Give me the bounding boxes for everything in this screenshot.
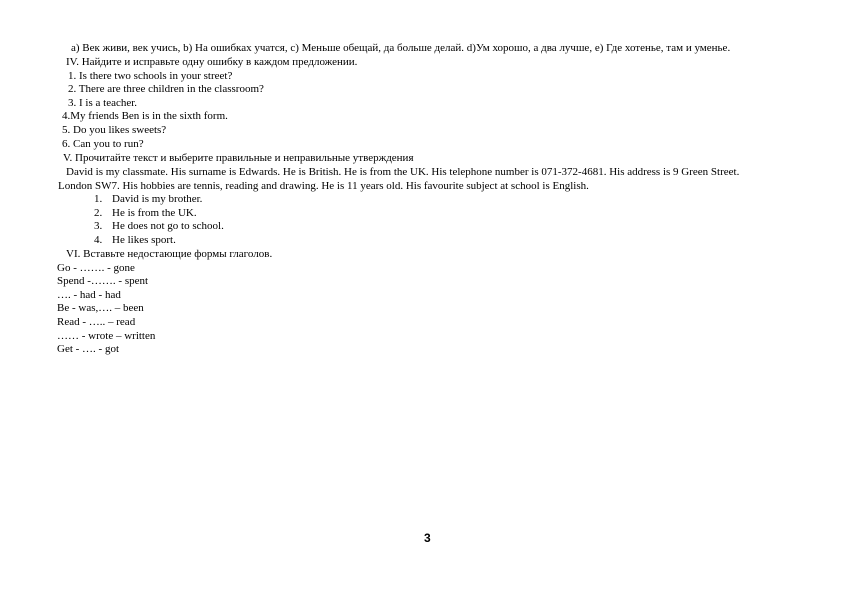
statement-text-2: He is from the UK.	[112, 207, 197, 219]
task5-heading: V. Прочитайте текст и выберите правильные и неправильные утверждения	[63, 152, 414, 164]
task4-item-4: 4.My friends Ben is in the sixth form.	[62, 110, 228, 122]
statement-number-3: 3.	[94, 220, 103, 232]
verb-row-4: Be - was,…. – been	[57, 302, 144, 314]
task4-item-5: 5. Do you likes sweets?	[62, 124, 167, 136]
statement-number-4: 4.	[94, 234, 103, 246]
task4-item-3: 3. I is a teacher.	[68, 97, 138, 109]
verb-row-5: Read - ….. – read	[57, 316, 136, 328]
task4-heading: IV. Найдите и исправьте одну ошибку в каждом предложении.	[66, 56, 358, 68]
statement-text-1: David is my brother.	[112, 193, 203, 205]
page-number: 3	[424, 531, 431, 545]
statement-text-3: He does not go to school.	[112, 220, 224, 232]
verb-row-7: Get - …. - got	[57, 343, 120, 355]
verb-row-6: …… - wrote – written	[57, 330, 156, 342]
task4-item-1: 1. Is there two schools in your street?	[68, 70, 233, 82]
statement-text-4: He likes sport.	[112, 234, 176, 246]
task6-heading: VI. Вставьте недостающие формы глаголов.	[66, 248, 273, 260]
verb-row-1: Go - ……. - gone	[57, 262, 135, 274]
statement-number-1: 1.	[94, 193, 103, 205]
task5-text-line-2: London SW7. His hobbies are tennis, reading and drawing. He is 11 years old. His favourite subject at school is English.	[58, 180, 589, 192]
proverbs-line: a) Век живи, век учись, b) На ошибках учатся, c) Меньше обещай, да больше делай. d)Ум хорошо, а два лучше, e) Где хотенье, там и уменье.	[71, 42, 731, 54]
verb-row-3: …. - had - had	[57, 289, 121, 301]
task4-item-2: 2. There are three children in the classroom?	[68, 83, 264, 95]
task5-text-line-1: David is my classmate. His surname is Edwards. He is British. He is from the UK. His telephone number is 071-372-4681. His address is 9 Green Street.	[66, 166, 740, 178]
statement-number-2: 2.	[94, 207, 103, 219]
task4-item-6: 6. Can you to run?	[62, 138, 144, 150]
verb-row-2: Spend -……. - spent	[57, 275, 149, 287]
